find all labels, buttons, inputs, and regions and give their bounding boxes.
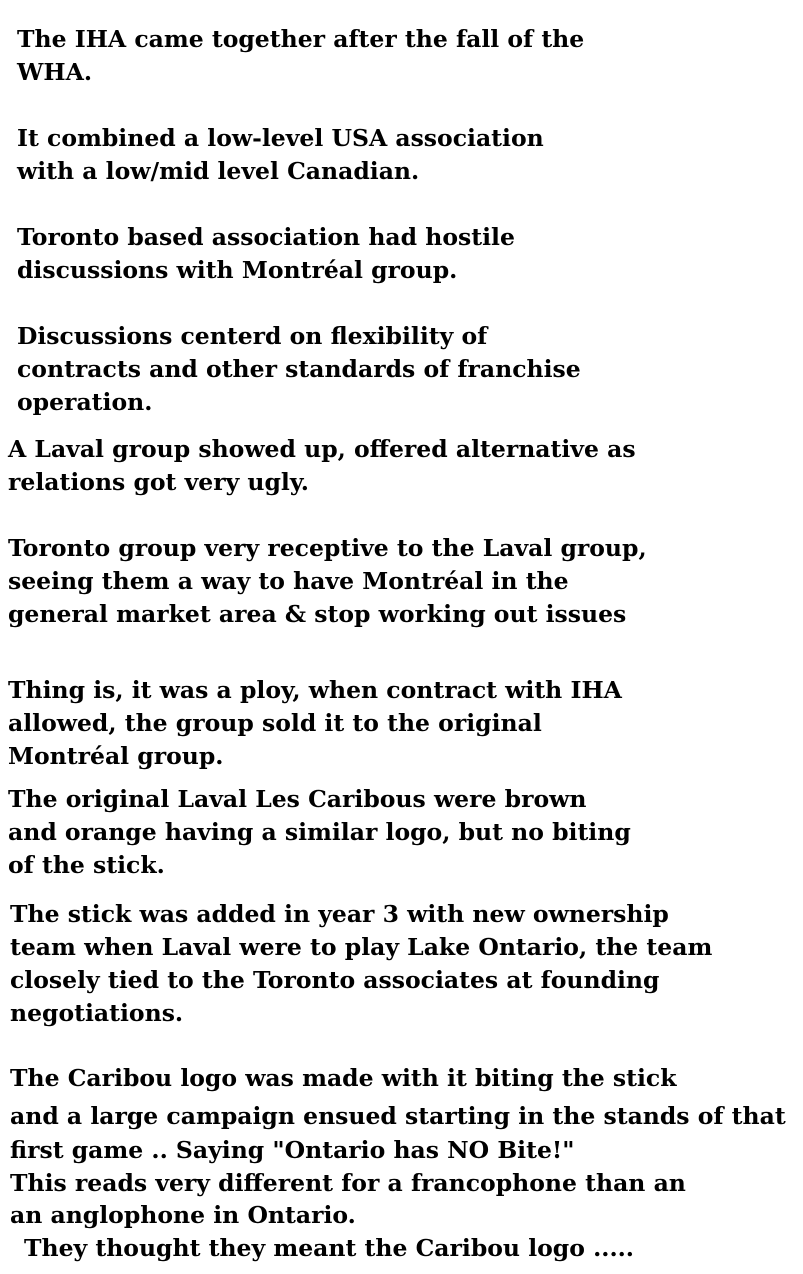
text-line: They thought they meant the Caribou logo ..... [24,1234,634,1262]
text-line: WHA. [17,58,93,86]
text-line: an anglophone in Ontario. [10,1201,356,1229]
text-line: A Laval group showed up, offered alternative as [8,435,636,463]
text-line: It combined a low-level USA association [17,124,544,152]
text-line: closely tied to the Toronto associates at founding [10,966,660,994]
text-line: The Caribou logo was made with it biting the stick [10,1064,677,1092]
text-line: allowed, the group sold it to the original [8,709,542,737]
text-line: The stick was added in year 3 with new ownership [10,900,669,928]
text-line: and orange having a similar logo, but no biting [8,818,631,846]
text-line: negotiations. [10,999,184,1027]
text-line: Montréal group. [8,742,224,770]
text-line: The IHA came together after the fall of the [17,25,585,53]
text-line: seeing them a way to have Montréal in the [8,567,569,595]
text-line: This reads very different for a francophone than an [10,1169,686,1197]
text-line: operation. [17,388,153,416]
text-line: discussions with Montréal group. [17,256,458,284]
text-line: general market area & stop working out issues [8,600,627,628]
text-line: team when Laval were to play Lake Ontario, the team [10,933,713,961]
text-line: first game .. Saying "Ontario has NO Bite!" [10,1136,575,1164]
text-line: Toronto based association had hostile [17,223,515,251]
text-line: The original Laval Les Caribous were brown [8,785,587,813]
text-line: with a low/mid level Canadian. [17,157,420,185]
text-line: relations got very ugly. [8,468,309,496]
text-line: contracts and other standards of franchise [17,355,581,383]
text-line: Discussions centerd on flexibility of [17,322,488,350]
text-line: Thing is, it was a ploy, when contract with IHA [8,676,622,704]
text-line: Toronto group very receptive to the Laval group, [8,534,647,562]
text-line: and a large campaign ensued starting in the stands of that [10,1102,786,1130]
text-line: of the stick. [8,851,165,879]
